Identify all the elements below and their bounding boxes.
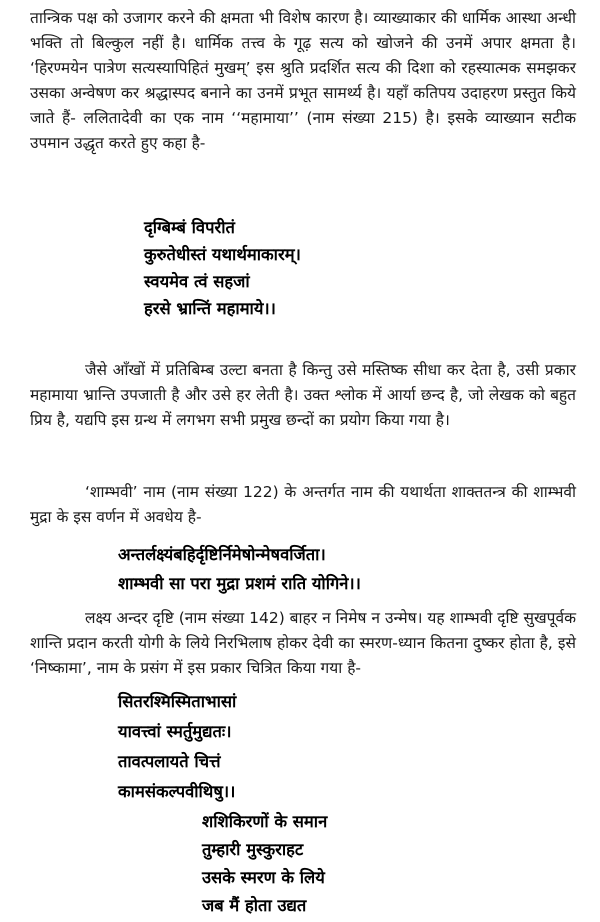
verse-line: तावत्पलायते चित्तं	[118, 752, 221, 771]
verse-line: शशिकिरणों के समान	[202, 812, 328, 831]
verse-line: स्वयमेव त्वं सहजां	[144, 272, 250, 291]
verse-mahamaya	[144, 214, 301, 322]
verse-line: कुरुतेधीस्तं यथार्थमाकारम्।	[144, 245, 301, 264]
verse-line: शाम्भवी सा परा मुद्रा प्रशमं राति योगिने।।	[118, 574, 361, 593]
verse-line: दृग्बिम्बं विपरीतं	[144, 218, 235, 237]
verse-line: हरसे भ्रान्तिं महामाये।।	[144, 299, 276, 318]
paragraph-pratibimba: जैसे आँखों में प्रतिबिम्ब उल्टा बनता है किन्तु उसे मस्तिष्क सीधा कर देता है, उसी प्रकार महामाया भ्रान्ति उपजाती है और उसे हर लेती है। उक्त श्लोक में आर्या छन्द है, जो लेखक को बहुत प्रिय है, यद्यपि इस ग्रन्थ में लगभग सभी प्रमुख छन्दों का प्रयोग किया गया है।	[30, 361, 576, 429]
verse-line: कामसंकल्पवीथिषु।।	[118, 782, 236, 801]
verse-line: यावत्त्वां स्मर्तुमुद्यतः।	[118, 722, 232, 741]
verse-line: तुम्हारी मुस्कुराहट	[202, 840, 304, 859]
verse-line: उसके स्मरण के लिये	[202, 868, 325, 887]
verse-line: सितरश्मिस्मिताभासां	[118, 692, 237, 711]
verse-shambhavi	[118, 540, 361, 598]
verse-nishkama	[118, 687, 236, 807]
verse-hindi-translation	[202, 808, 327, 920]
verse-line: जब मैं होता उद्यत	[202, 896, 307, 915]
paragraph-shambhavi: ‘शाम्भवी’ नाम (नाम संख्या 122) के अन्तर्गत नाम की यथार्थता शाक्ततन्त्र की शाम्भवी मुद्रा के इस वर्णन में अवधेय है-	[30, 483, 576, 526]
paragraph-lakshya: लक्ष्य अन्दर दृष्टि (नाम संख्या 142) बाहर न निमेष न उन्मेष। यह शाम्भवी दृष्टि सुखपूर्वक शान्ति प्रदान करती योगी के लिये निरभिलाष होकर देवी का स्मरण-ध्यान कितना दुष्कर होता है, इसे ‘निष्कामा’, नाम के प्रसंग में इस प्रकार चित्रित किया गया है-	[30, 609, 576, 677]
paragraph-intro: तान्त्रिक पक्ष को उजागर करने की क्षमता भी विशेष कारण है। व्याख्याकार की धार्मिक आस्था अन्धी भक्ति तो बिल्कुल नहीं है। धार्मिक तत्त्व के गूढ़ सत्य को खोजने की उनमें अपार क्षमता है। ‘हिरण्मयेन पात्रेण सत्यस्यापिहितं मुखम्’ इस श्रुति प्रदर्शित सत्य की दिशा को रहस्यात्मक समझकर उसका अन्वेषण कर श्रद्धास्पद बनाने का उनमें प्रभूत सामर्थ्य है। यहाँ कतिपय उदाहरण प्रस्तुत किये जाते हैं- ललितादेवी का एक नाम ‘‘महामाया’’ (नाम संख्या 215) है। इसके व्याख्यान सटीक उपमान उद्धृत करते हुए कहा है-	[30, 9, 576, 152]
verse-line: अन्तर्लक्ष्यंबहिर्दृष्टिर्निमेषोन्मेषवर्जिता।	[118, 545, 326, 564]
